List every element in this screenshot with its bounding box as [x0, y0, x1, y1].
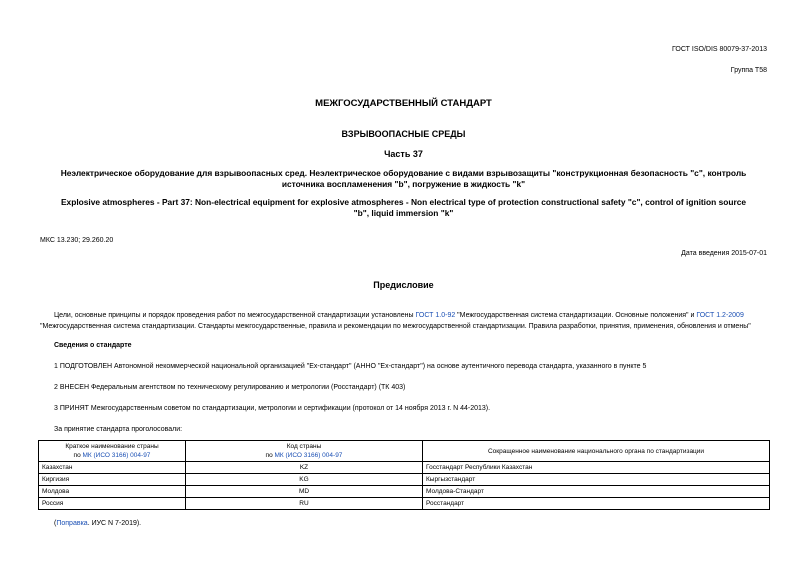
cell-country: Россия: [39, 498, 186, 510]
english-title-line-2: "b", liquid immersion "k": [353, 208, 454, 218]
russian-title: [0, 168, 807, 190]
standard-type-heading: МЕЖГОСУДАРСТВЕННЫЙ СТАНДАРТ: [315, 98, 492, 109]
header-country-name: [39, 441, 186, 462]
standard-info-heading: Сведения о стандарте: [54, 342, 132, 349]
voting-countries-table: [38, 440, 770, 510]
english-title: [0, 197, 807, 219]
cell-country: Казахстан: [39, 462, 186, 474]
table-row: [39, 498, 770, 510]
introduction-date: Дата введения 2015-07-01: [681, 250, 767, 257]
header-country-name-label: Краткое наименование страны: [65, 443, 159, 450]
header-standards-body: Сокращенное наименование национального органа по стандартизации: [423, 441, 770, 462]
document-id: ГОСТ ISO/DIS 80079-37-2013: [672, 46, 767, 53]
cell-body: Росстандарт: [423, 498, 770, 510]
cell-body: Госстандарт Республики Казахстан: [423, 462, 770, 474]
cell-country: Киргизия: [39, 474, 186, 486]
table-row: [39, 474, 770, 486]
mks-code: МКС 13.230; 29.260.20: [40, 237, 114, 244]
amendment-rest: . ИУС N 7-2019).: [87, 520, 142, 527]
cell-body: Кыргызстандарт: [423, 474, 770, 486]
header-country-code-prefix: по: [265, 452, 275, 459]
gost-1-2-2009-link[interactable]: ГОСТ 1.2-2009: [696, 312, 744, 319]
mk-iso-3166-code-link[interactable]: МК (ИСО 3166) 004-97: [274, 452, 343, 459]
header-country-code: [186, 441, 423, 462]
mk-iso-3166-link[interactable]: МК (ИСО 3166) 004-97: [82, 452, 151, 459]
info-item-adopted: 3 ПРИНЯТ Межгосударственным советом по стандартизации, метрологии и сертификации (протокол от 14 ноября 2013 г. N 44-2013).: [54, 405, 491, 412]
russian-title-line-1: Неэлектрическое оборудование для взрывоопасных сред. Неэлектрическое оборудование с видами взрывозащиты "конструкционная безопасность "c", контроль: [60, 168, 747, 178]
table-header-row: [39, 441, 770, 462]
part-heading: Часть 37: [384, 149, 423, 159]
amendment-note: [54, 520, 141, 527]
amendment-link[interactable]: Поправка: [56, 520, 88, 527]
table-row: [39, 486, 770, 498]
subject-heading: ВЗРЫВООПАСНЫЕ СРЕДЫ: [341, 129, 466, 139]
voting-intro: За принятие стандарта проголосовали:: [54, 426, 183, 433]
cell-code: MD: [186, 486, 423, 498]
gost-1-0-92-link[interactable]: ГОСТ 1.0-92: [415, 312, 456, 319]
info-item-submitted: 2 ВНЕСЕН Федеральным агентством по техническому регулированию и метрологии (Росстандарт) (ТК 403): [54, 384, 406, 391]
header-country-name-prefix: по: [73, 452, 83, 459]
cell-code: KZ: [186, 462, 423, 474]
table-row: [39, 462, 770, 474]
amendment-open-paren: (: [54, 520, 57, 527]
russian-title-line-2: источника воспламенения "b", погружение в жидкость "k": [281, 179, 526, 189]
cell-country: Молдова: [39, 486, 186, 498]
preface-text-c: "Межгосударственная система стандартизации. Стандарты межгосударственные, правила и рекомендации по межгосударственной стандартизации. Правила разработки, принятия, применения, обновления и отмены": [40, 323, 751, 330]
header-country-code-label: Код страны: [286, 443, 322, 450]
info-item-prepared: 1 ПОДГОТОВЛЕН Автономной некоммерческой национальной организацией "Ех-стандарт" (АННО "Ех-стандарт") на основе аутентичного перевода стандарта, указанного в пункте 5: [54, 363, 647, 370]
preface-heading: Предисловие: [373, 280, 434, 290]
preface-paragraph: [40, 310, 770, 332]
preface-text-b: "Межгосударственная система стандартизации. Основные положения" и: [455, 312, 697, 319]
cell-code: KG: [186, 474, 423, 486]
preface-text-a: Цели, основные принципы и порядок проведения работ по межгосударственной стандартизации установлены: [54, 312, 416, 319]
english-title-line-1: Explosive atmospheres - Part 37: Non-electrical equipment for explosive atmospheres - Non electrical type of protection constructional safety "c", control of ignition source: [60, 197, 747, 207]
cell-body: Молдова-Стандарт: [423, 486, 770, 498]
group-code: Группа Т58: [730, 67, 767, 74]
cell-code: RU: [186, 498, 423, 510]
